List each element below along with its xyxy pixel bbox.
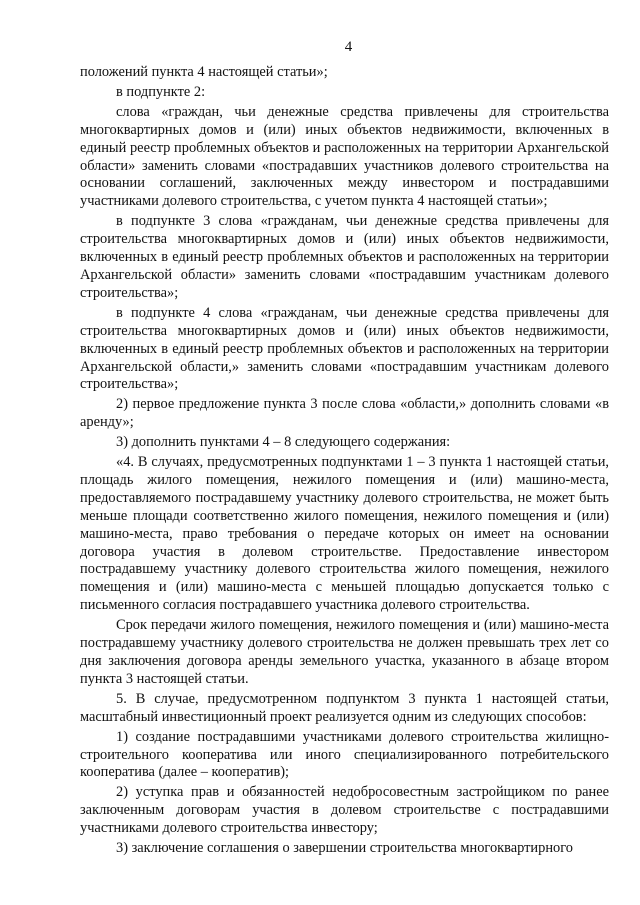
paragraph: Срок передачи жилого помещения, нежилого помещения и (или) машино-места пострадавшему участнику долевого строительства не должен превышать трех лет со дня заключения договора аренды земельного участка, указанного в абзаце втором пункта 3 настоящей статьи. <box>80 617 609 687</box>
document-body <box>80 64 609 858</box>
paragraph: 1) создание пострадавшими участниками долевого строительства жилищно-строительного кооператива или иного специализированного потребительского кооператива (далее – кооператив); <box>80 728 609 781</box>
paragraph: слова «граждан, чьи денежные средства привлечены для строительства многоквартирных домов и (или) иных объектов недвижимости, включенных в единый реестр проблемных объектов и расположенных на территории Архангельской области» заменить словами «пострадавших участников долевого строительства на основании соглашений, заключенных между инвестором и пострадавшими участниками долевого строительства, с учетом пункта 4 настоящей статьи»; <box>80 103 609 210</box>
paragraph: в подпункте 2: <box>116 83 206 100</box>
paragraph: 3) дополнить пунктами 4 – 8 следующего содержания: <box>116 434 451 451</box>
paragraph: 2) первое предложение пункта 3 после слова «области,» дополнить словами «в аренду»; <box>80 396 609 431</box>
paragraph: 5. В случае, предусмотренном подпунктом 3 пункта 1 настоящей статьи, масштабный инвестиционный проект реализуется одним из следующих способов: <box>80 690 609 725</box>
paragraph: положений пункта 4 настоящей статьи»; <box>80 64 328 80</box>
paragraph: 2) уступка прав и обязанностей недобросовестным застройщиком по ранее заключенным договорам участия в долевом строительстве с пострадавшими участниками долевого строительства инвестору; <box>80 784 609 837</box>
paragraph: 3) заключение соглашения о завершении строительства многоквартирного <box>116 840 573 857</box>
page-number: 4 <box>344 39 353 55</box>
paragraph: в подпункте 4 слова «гражданам, чьи денежные средства привлечены для строительства многоквартирных домов и (или) иных объектов недвижимости, включенных в единый реестр проблемных объектов и расположенных на территории Архангельской области,» заменить словами «пострадавшим участникам долевого строительства»; <box>80 304 609 393</box>
paragraph: в подпункте 3 слова «гражданам, чьи денежные средства привлечены для строительства многоквартирных домов и (или) иных объектов недвижимости, включенных в единый реестр проблемных объектов и расположенных на территории Архангельской области» заменить словами «пострадавшим участникам долевого строительства»; <box>80 213 609 301</box>
paragraph: «4. В случаях, предусмотренных подпунктами 1 – 3 пункта 1 настоящей статьи, площадь жилого помещения, нежилого помещения и (или) машино-места, предоставляемого пострадавшему участнику долевого строительства, не может быть меньше площади соответственно жилого помещения, нежилого помещения и (или) машино-места, право требования о передаче которых он имеет на основании договора участия в долевом строительстве. Предоставление инвестором пострадавшему участнику долевого строительства жилого помещения, нежилого помещения и (или) машино-места с меньшей площадью допускается только с письменного согласия пострадавшего участника долевого строительства. <box>80 454 609 614</box>
